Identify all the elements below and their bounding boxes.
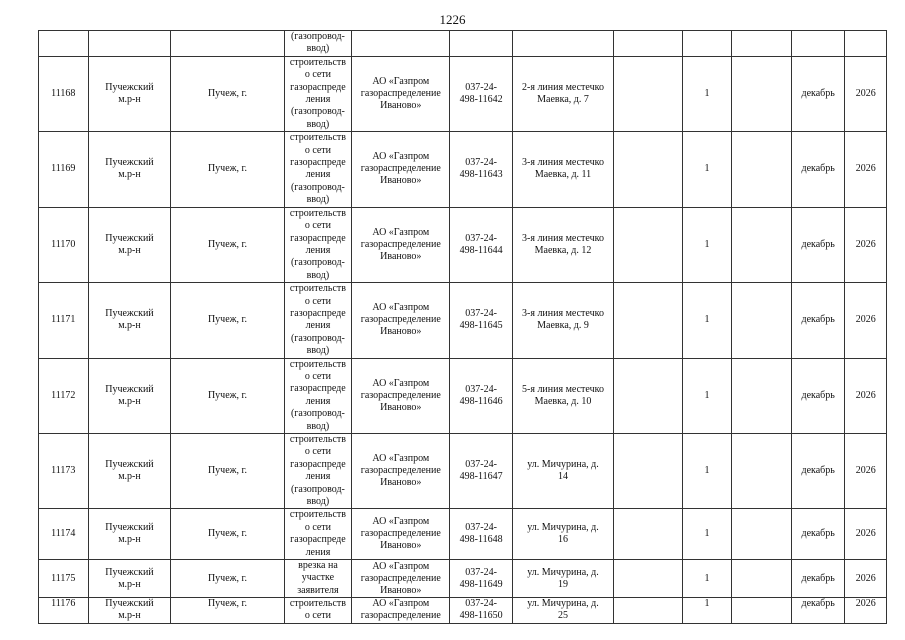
- cell-organization: АО «Газпром газораспределение Иваново»: [352, 560, 450, 598]
- cell-empty: [614, 207, 683, 282]
- cell-empty: [614, 132, 683, 207]
- cell-month: декабрь: [791, 283, 845, 358]
- cell-settlement: Пучеж, г.: [171, 598, 284, 624]
- cell-empty: [682, 31, 732, 57]
- cell-description: строительств о сети газораспреде ления (газопровод- ввод): [284, 283, 352, 358]
- cell-month: декабрь: [791, 358, 845, 433]
- cell-empty: [732, 358, 792, 433]
- cell-empty: [88, 31, 171, 57]
- cell-month: декабрь: [791, 132, 845, 207]
- cell-quantity: 1: [682, 56, 732, 131]
- cell-empty: [732, 560, 792, 598]
- cell-number: 11170: [39, 207, 89, 282]
- cell-quantity: 1: [682, 598, 732, 624]
- cell-code: 037-24- 498-11649: [450, 560, 513, 598]
- cell-year: 2026: [845, 434, 887, 509]
- cell-number: 11172: [39, 358, 89, 433]
- cell-empty: [614, 358, 683, 433]
- cell-year: 2026: [845, 560, 887, 598]
- cell-district: Пучежский м.р-н: [88, 560, 171, 598]
- cell-district: Пучежский м.р-н: [88, 434, 171, 509]
- cell-code: 037-24- 498-11642: [450, 56, 513, 131]
- cell-number: 11173: [39, 434, 89, 509]
- cell-empty: [732, 56, 792, 131]
- cell-empty: [614, 509, 683, 560]
- cell-description: строительств о сети: [284, 598, 352, 624]
- cell-description: строительств о сети газораспреде ления (газопровод- ввод): [284, 56, 352, 131]
- cell-organization: АО «Газпром газораспределение Иваново»: [352, 358, 450, 433]
- cell-year: 2026: [845, 132, 887, 207]
- cell-quantity: 1: [682, 509, 732, 560]
- cell-number: 11176: [39, 598, 89, 624]
- cell-quantity: 1: [682, 358, 732, 433]
- cell-quantity: 1: [682, 283, 732, 358]
- cell-district: Пучежский м.р-н: [88, 132, 171, 207]
- cell-number: 11169: [39, 132, 89, 207]
- table-row: [39, 509, 887, 560]
- cell-organization: АО «Газпром газораспределение: [352, 598, 450, 624]
- table-row: [39, 207, 887, 282]
- cell-empty: [352, 31, 450, 57]
- table-row-continued: [39, 31, 887, 57]
- cell-month: декабрь: [791, 434, 845, 509]
- cell-settlement: Пучеж, г.: [171, 283, 284, 358]
- table-row: [39, 283, 887, 358]
- cell-organization: АО «Газпром газораспределение Иваново»: [352, 207, 450, 282]
- cell-organization: АО «Газпром газораспределение Иваново»: [352, 56, 450, 131]
- cell-description: строительств о сети газораспреде ления (газопровод- ввод): [284, 207, 352, 282]
- cell-settlement: Пучеж, г.: [171, 358, 284, 433]
- cell-empty: [171, 31, 284, 57]
- cell-empty: [512, 31, 613, 57]
- cell-number: 11168: [39, 56, 89, 131]
- cell-address: ул. Мичурина, д. 14: [512, 434, 613, 509]
- cell-organization: АО «Газпром газораспределение Иваново»: [352, 434, 450, 509]
- register-table: [38, 30, 887, 624]
- cell-year: 2026: [845, 598, 887, 624]
- cell-year: 2026: [845, 56, 887, 131]
- cell-district: Пучежский м.р-н: [88, 509, 171, 560]
- cell-empty: [614, 434, 683, 509]
- cell-district: Пучежский м.р-н: [88, 598, 171, 624]
- cell-empty: [614, 560, 683, 598]
- cell-address: ул. Мичурина, д. 16: [512, 509, 613, 560]
- cell-code: 037-24- 498-11648: [450, 509, 513, 560]
- cell-year: 2026: [845, 207, 887, 282]
- cell-address: 3-я линия местечко Маевка, д. 9: [512, 283, 613, 358]
- cell-district: Пучежский м.р-н: [88, 56, 171, 131]
- cell-settlement: Пучеж, г.: [171, 132, 284, 207]
- table-row: [39, 132, 887, 207]
- cell-description: строительств о сети газораспреде ления (газопровод- ввод): [284, 132, 352, 207]
- cell-empty: [732, 132, 792, 207]
- cell-address: ул. Мичурина, д. 19: [512, 560, 613, 598]
- cell-organization: АО «Газпром газораспределение Иваново»: [352, 132, 450, 207]
- table-row: [39, 598, 887, 624]
- cell-empty: [732, 31, 792, 57]
- cell-code: 037-24- 498-11647: [450, 434, 513, 509]
- cell-month: декабрь: [791, 509, 845, 560]
- cell-empty: [39, 31, 89, 57]
- cell-description: строительств о сети газораспреде ления (газопровод- ввод): [284, 358, 352, 433]
- cell-settlement: Пучеж, г.: [171, 56, 284, 131]
- cell-description: строительств о сети газораспреде ления: [284, 509, 352, 560]
- cell-month: декабрь: [791, 598, 845, 624]
- cell-empty: [450, 31, 513, 57]
- cell-settlement: Пучеж, г.: [171, 207, 284, 282]
- cell-year: 2026: [845, 283, 887, 358]
- cell-year: 2026: [845, 509, 887, 560]
- cell-code: 037-24- 498-11643: [450, 132, 513, 207]
- cell-description: (газопровод- ввод): [284, 31, 352, 57]
- cell-description: врезка на участке заявителя: [284, 560, 352, 598]
- cell-quantity: 1: [682, 434, 732, 509]
- cell-month: декабрь: [791, 560, 845, 598]
- cell-code: 037-24- 498-11646: [450, 358, 513, 433]
- cell-address: 3-я линия местечко Маевка, д. 11: [512, 132, 613, 207]
- cell-code: 037-24- 498-11650: [450, 598, 513, 624]
- cell-empty: [732, 598, 792, 624]
- cell-district: Пучежский м.р-н: [88, 358, 171, 433]
- cell-empty: [732, 283, 792, 358]
- table-row: [39, 560, 887, 598]
- cell-empty: [614, 31, 683, 57]
- cell-number: 11171: [39, 283, 89, 358]
- cell-address: 3-я линия местечко Маевка, д. 12: [512, 207, 613, 282]
- cell-quantity: 1: [682, 207, 732, 282]
- cell-year: 2026: [845, 358, 887, 433]
- cell-empty: [614, 283, 683, 358]
- cell-empty: [614, 598, 683, 624]
- table-body: [39, 31, 887, 624]
- cell-quantity: 1: [682, 560, 732, 598]
- cell-number: 11175: [39, 560, 89, 598]
- table-row: [39, 56, 887, 131]
- cell-address: ул. Мичурина, д. 25: [512, 598, 613, 624]
- cell-code: 037-24- 498-11645: [450, 283, 513, 358]
- cell-quantity: 1: [682, 132, 732, 207]
- cell-settlement: Пучеж, г.: [171, 560, 284, 598]
- cell-month: декабрь: [791, 207, 845, 282]
- table-row: [39, 358, 887, 433]
- cell-empty: [614, 56, 683, 131]
- cell-address: 5-я линия местечко Маевка, д. 10: [512, 358, 613, 433]
- cell-empty: [732, 434, 792, 509]
- cell-empty: [732, 207, 792, 282]
- cell-district: Пучежский м.р-н: [88, 283, 171, 358]
- cell-settlement: Пучеж, г.: [171, 509, 284, 560]
- cell-organization: АО «Газпром газораспределение Иваново»: [352, 283, 450, 358]
- cell-empty: [845, 31, 887, 57]
- page-number: 1226: [439, 12, 466, 27]
- cell-empty: [791, 31, 845, 57]
- cell-settlement: Пучеж, г.: [171, 434, 284, 509]
- cell-address: 2-я линия местечко Маевка, д. 7: [512, 56, 613, 131]
- cell-empty: [732, 509, 792, 560]
- cell-description: строительств о сети газораспреде ления (газопровод- ввод): [284, 434, 352, 509]
- cell-organization: АО «Газпром газораспределение Иваново»: [352, 509, 450, 560]
- cell-month: декабрь: [791, 56, 845, 131]
- table-row: [39, 434, 887, 509]
- cell-number: 11174: [39, 509, 89, 560]
- cell-district: Пучежский м.р-н: [88, 207, 171, 282]
- cell-code: 037-24- 498-11644: [450, 207, 513, 282]
